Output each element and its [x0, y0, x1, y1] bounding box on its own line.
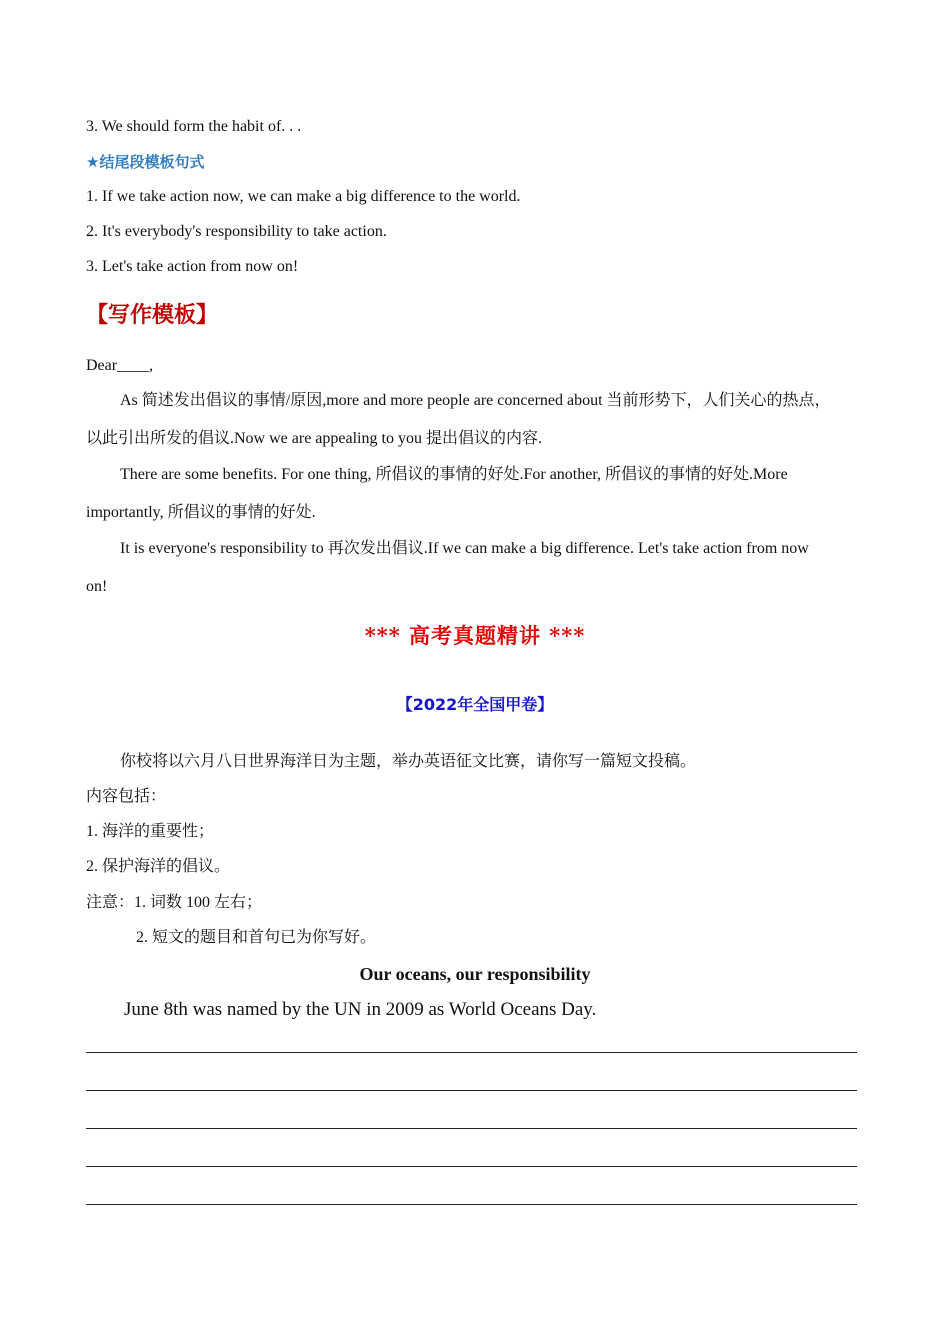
- template-para3-line2: on!: [86, 578, 108, 595]
- template-para2-line1: There are some benefits. For one thing, 所倡议的事情的好处.For another, 所倡议的事情的好处.More: [120, 466, 788, 483]
- essay-first-sentence: June 8th was named by the UN in 2009 as World Oceans Day.: [124, 999, 597, 1020]
- content-label: 内容包括：: [86, 788, 167, 805]
- template-para2-line2: importantly, 所倡议的事情的好处.: [86, 504, 316, 521]
- template-heading: 【写作模板】: [86, 303, 219, 328]
- closing-item-2: 2. It's everybody's responsibility to take action.: [86, 223, 387, 240]
- answer-line: [86, 1128, 857, 1129]
- answer-line: [86, 1090, 857, 1091]
- note-line-2: 2. 短文的题目和首句已为你写好。: [136, 929, 377, 946]
- template-para3-line1: It is everyone's responsibility to 再次发出倡议.If we can make a big difference. Let's take action from now: [120, 540, 809, 557]
- closing-item-1: 1. If we take action now, we can make a big difference to the world.: [86, 188, 521, 205]
- closing-item-3: 3. Let's take action from now on!: [86, 258, 299, 275]
- template-para1-line1: As 简述发出倡议的事情/原因,more and more people are concerned about 当前形势下，人们关心的热点，: [120, 392, 831, 409]
- answer-line: [86, 1166, 857, 1167]
- content-item-2: 2. 保护海洋的倡议。: [86, 858, 231, 875]
- content-item-1: 1. 海洋的重要性；: [86, 823, 215, 840]
- exam-label: 【2022年全国甲卷】: [396, 695, 554, 714]
- template-para1-line2: 以此引出所发的倡议.Now we are appealing to you 提出倡议的内容.: [86, 430, 542, 447]
- exam-prompt: 你校将以六月八日世界海洋日为主题，举办英语征文比赛，请你写一篇短文投稿。: [120, 753, 697, 770]
- exam-banner: *** 高考真题精讲 ***: [364, 623, 586, 648]
- habit-item: 3. We should form the habit of. . .: [86, 118, 302, 135]
- essay-title: Our oceans, our responsibility: [359, 964, 591, 984]
- template-salutation: Dear____,: [86, 357, 154, 374]
- answer-line: [86, 1052, 857, 1053]
- closing-section-heading: ★结尾段模板句式: [86, 153, 205, 171]
- note-line-1: 注意：1. 词数 100 左右；: [86, 894, 263, 911]
- answer-line: [86, 1204, 857, 1205]
